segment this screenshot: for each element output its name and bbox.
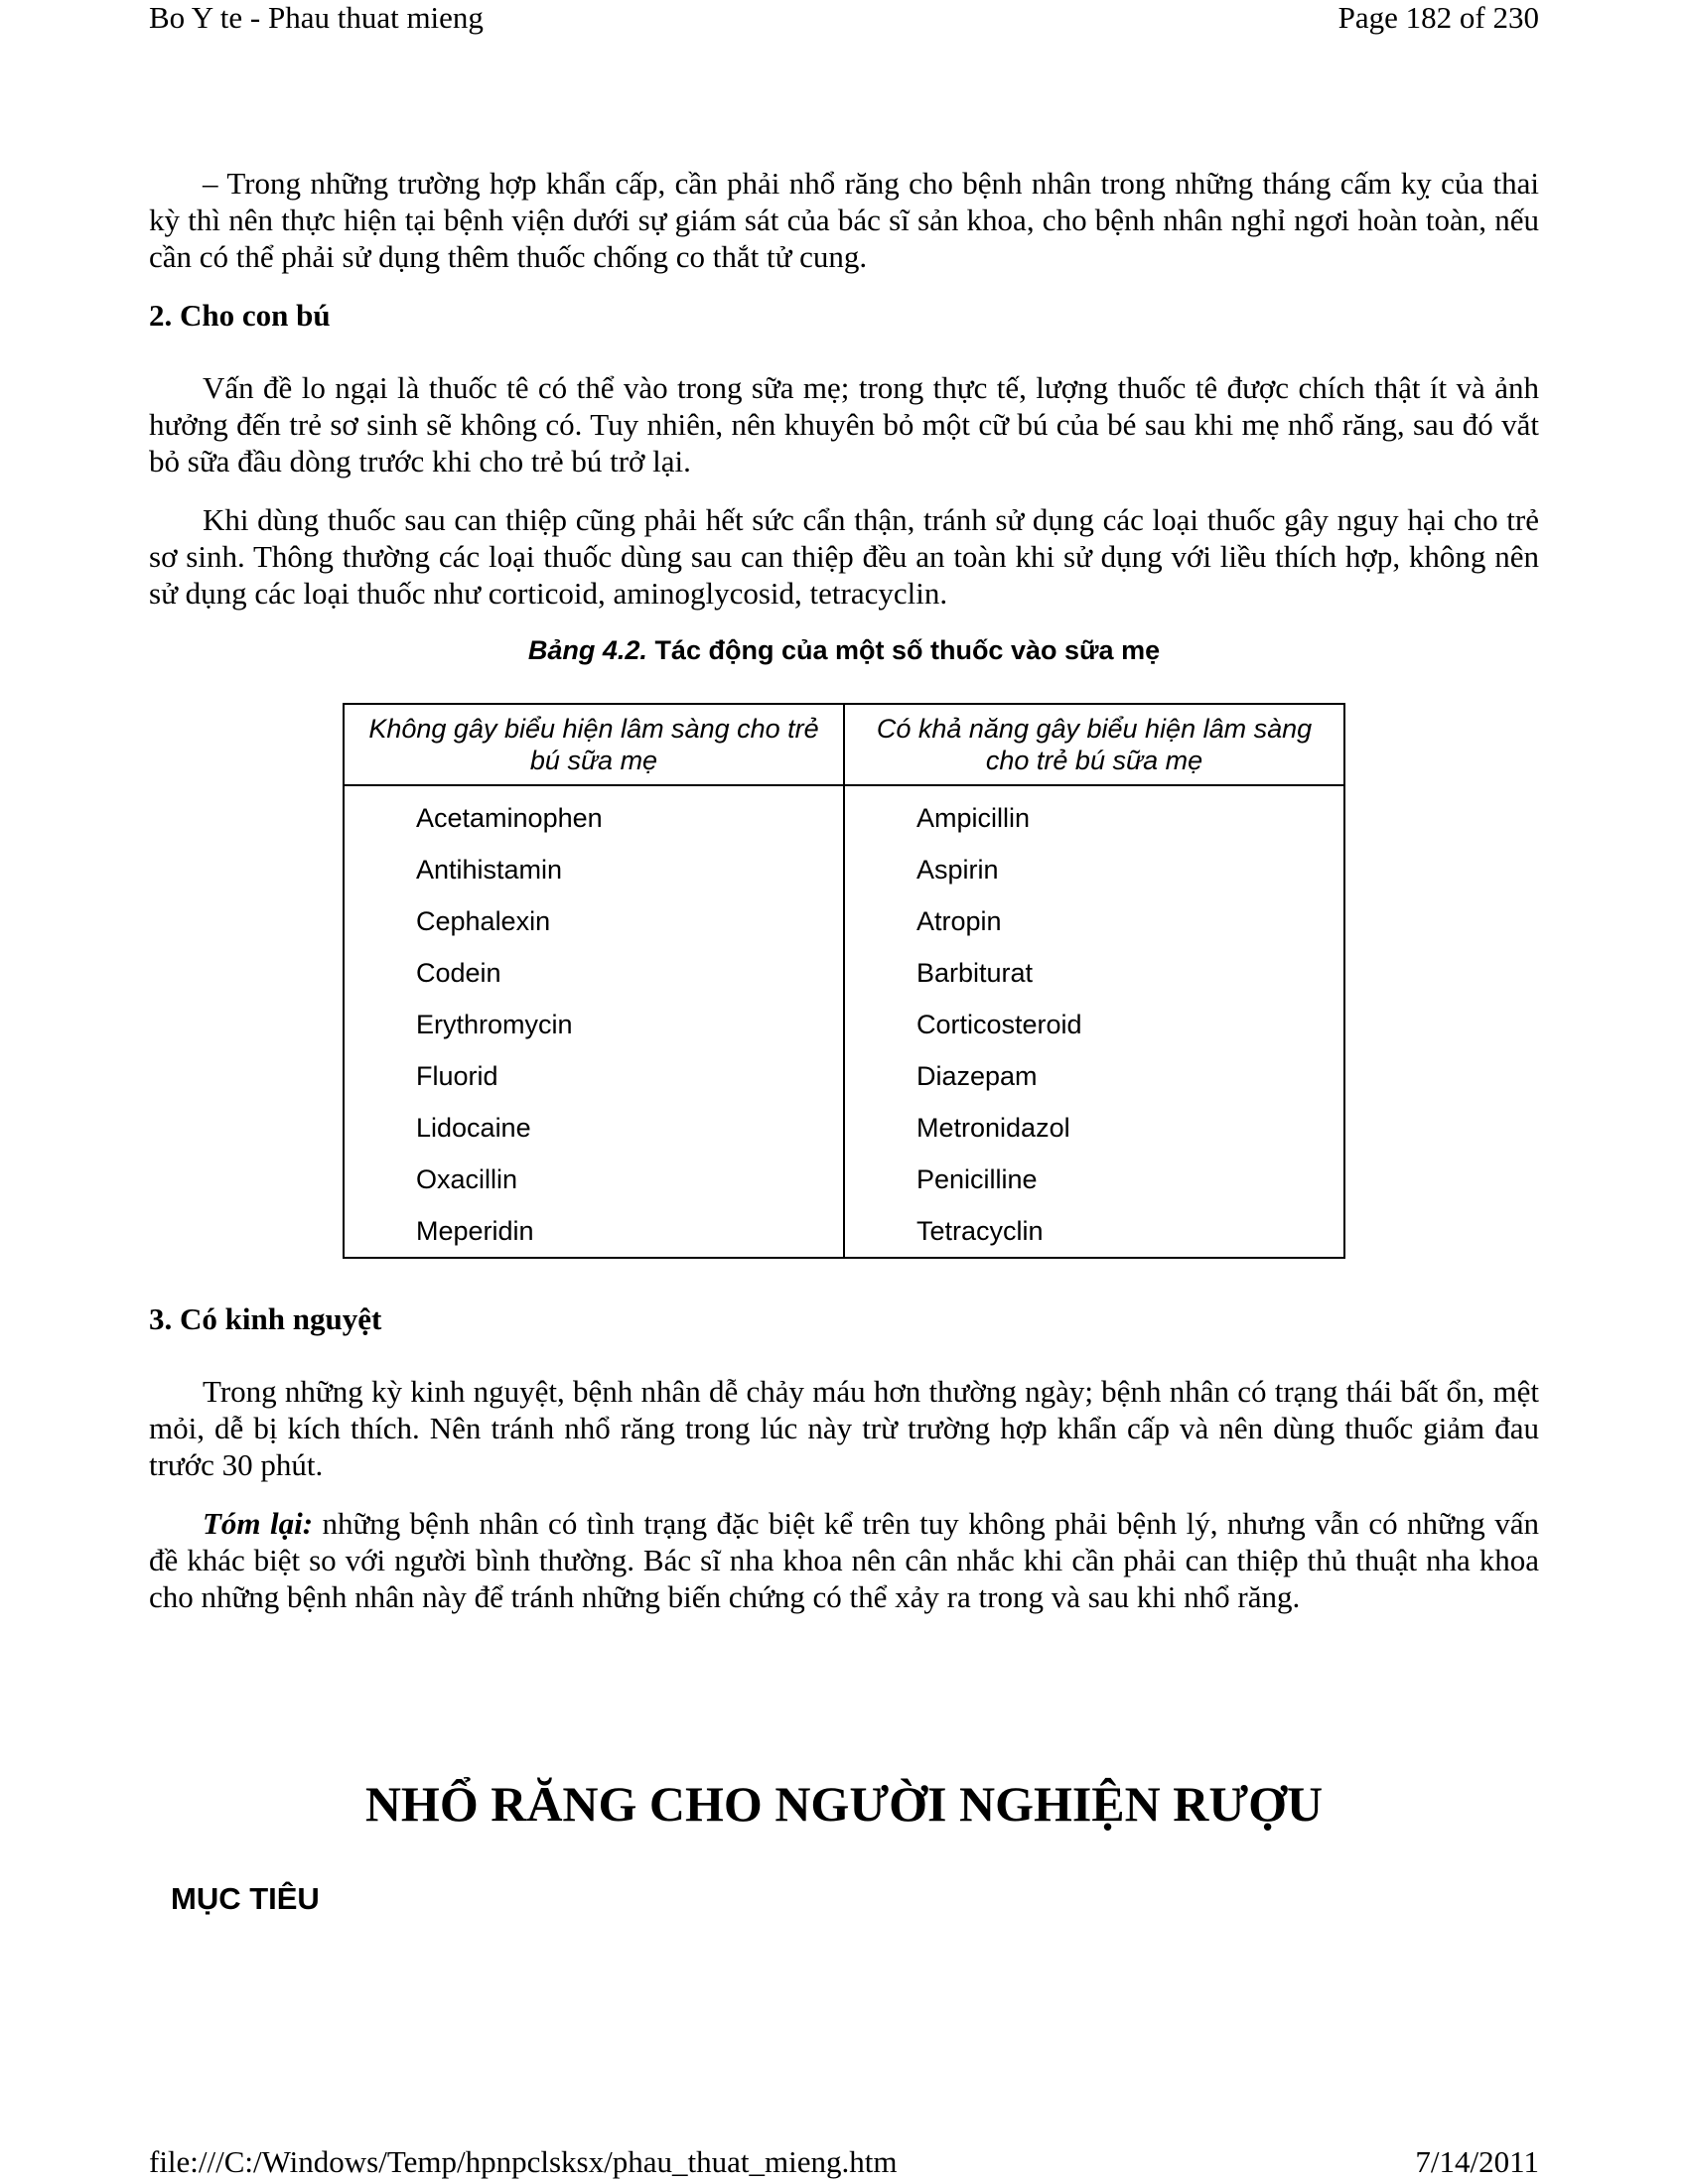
page-header bbox=[149, 0, 1539, 40]
drug-effects-table bbox=[343, 703, 1345, 1259]
table-row bbox=[344, 895, 1344, 947]
intro-paragraph: – Trong những trường hợp khẩn cấp, cần phải nhổ răng cho bệnh nhân trong những tháng cấm kỵ của thai kỳ thì nên thực hiện tại bệnh viện dưới sự giám sát của bác sĩ sản khoa, cho bệnh nhân nghỉ ngơi hoàn toàn, nếu cần có thể phải sử dụng thêm thuốc chống co thắt tử cung. bbox=[149, 166, 1539, 274]
table-cell: Meperidin bbox=[344, 1205, 844, 1258]
table-row bbox=[344, 947, 1344, 999]
table-cell: Aspirin bbox=[844, 844, 1344, 895]
table-cell: Barbiturat bbox=[844, 947, 1344, 999]
breastfeeding-paragraph-1: Vấn đề lo ngại là thuốc tê có thể vào trong sữa mẹ; trong thực tế, lượng thuốc tê được chích thật ít và ảnh hưởng đến trẻ sơ sinh sẽ không có. Tuy nhiên, nên khuyên bỏ một cữ bú của bé sau khi mẹ nhổ răng, sau đó vắt bỏ sữa đầu dòng trước khi cho trẻ bú trở lại. bbox=[149, 370, 1539, 478]
table-row bbox=[344, 1205, 1344, 1258]
table-caption-label: Bảng 4.2. bbox=[527, 635, 647, 665]
table-cell: Cephalexin bbox=[344, 895, 844, 947]
table-cell: Corticosteroid bbox=[844, 999, 1344, 1050]
footer-date: 7/14/2011 bbox=[1415, 2144, 1539, 2179]
table-cell: Fluorid bbox=[344, 1050, 844, 1102]
table-cell: Acetaminophen bbox=[344, 785, 844, 844]
header-document-title: Bo Y te - Phau thuat mieng bbox=[149, 0, 484, 35]
page-footer bbox=[149, 2144, 1539, 2184]
section-heading-menstruation: 3. Có kinh nguyệt bbox=[149, 1301, 382, 1336]
table-cell: Tetracyclin bbox=[844, 1205, 1344, 1258]
table-cell: Atropin bbox=[844, 895, 1344, 947]
table-cell: Antihistamin bbox=[344, 844, 844, 895]
table-row bbox=[344, 999, 1344, 1050]
table-cell: Codein bbox=[344, 947, 844, 999]
summary-label: Tóm lại: bbox=[203, 1506, 314, 1541]
table-header-row bbox=[344, 704, 1344, 785]
objective-heading: MỤC TIÊU bbox=[171, 1881, 320, 1916]
table-cell: Metronidazol bbox=[844, 1102, 1344, 1154]
table-row bbox=[344, 1050, 1344, 1102]
table-header-possible-effect: Có khả năng gây biểu hiện lâm sàng cho trẻ bú sữa mẹ bbox=[844, 704, 1344, 785]
table-header-no-effect: Không gây biểu hiện lâm sàng cho trẻ bú sữa mẹ bbox=[344, 704, 844, 785]
table-cell: Lidocaine bbox=[344, 1102, 844, 1154]
table-cell: Oxacillin bbox=[344, 1154, 844, 1205]
chapter-title: NHỔ RĂNG CHO NGƯỜI NGHIỆN RƯỢU bbox=[364, 1776, 1324, 1832]
table-row bbox=[344, 1154, 1344, 1205]
table-cell: Ampicillin bbox=[844, 785, 1344, 844]
summary-paragraph bbox=[149, 1505, 1539, 1615]
table-cell: Erythromycin bbox=[344, 999, 844, 1050]
footer-file-path: file:///C:/Windows/Temp/hpnpclsksx/phau_thuat_mieng.htm bbox=[149, 2144, 898, 2179]
table-caption-text: Tác động của một số thuốc vào sữa mẹ bbox=[646, 635, 1161, 665]
table-row bbox=[344, 844, 1344, 895]
document-content bbox=[149, 165, 1539, 1919]
menstruation-paragraph: Trong những kỳ kinh nguyệt, bệnh nhân dễ chảy máu hơn thường ngày; bệnh nhân có trạng thái bất ổn, mệt mỏi, dễ bị kích thích. Nên tránh nhổ răng trong lúc này trừ trường hợp khẩn cấp và nên dùng thuốc giảm đau trước 30 phút. bbox=[149, 1374, 1539, 1482]
summary-text: những bệnh nhân có tình trạng đặc biệt kể trên tuy không phải bệnh lý, nhưng vẫn có những vấn đề khác biệt so với người bình thường. Bác sĩ nha khoa nên cân nhắc khi cần phải can thiệp thủ thuật nha khoa cho những bệnh nhân này để tránh những biến chứng có thể xảy ra trong và sau khi nhổ răng. bbox=[149, 1506, 1539, 1614]
table-row bbox=[344, 1102, 1344, 1154]
table-cell: Penicilline bbox=[844, 1154, 1344, 1205]
header-page-number: Page 182 of 230 bbox=[1337, 0, 1539, 35]
breastfeeding-paragraph-2: Khi dùng thuốc sau can thiệp cũng phải hết sức cẩn thận, tránh sử dụng các loại thuốc gây nguy hại cho trẻ sơ sinh. Thông thường các loại thuốc dùng sau can thiệp đều an toàn khi sử dụng với liều thích hợp, không nên sử dụng các loại thuốc như corticoid, aminoglycosid, tetracyclin. bbox=[149, 502, 1539, 611]
table-caption bbox=[149, 633, 1539, 667]
table-row bbox=[344, 785, 1344, 844]
section-heading-breastfeeding: 2. Cho con bú bbox=[149, 298, 331, 333]
table-cell: Diazepam bbox=[844, 1050, 1344, 1102]
